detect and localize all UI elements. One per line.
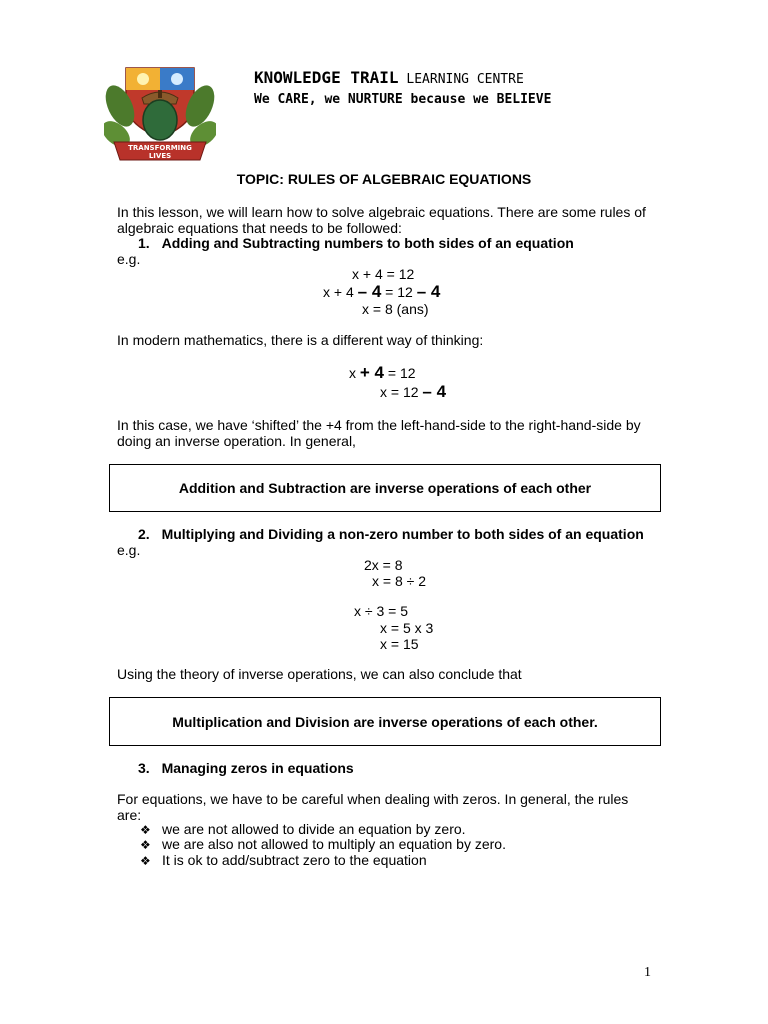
equation-part: + 4: [359, 363, 384, 382]
page-title: TOPIC: RULES OF ALGEBRAIC EQUATIONS: [236, 171, 532, 187]
header-title-main: KNOWLEDGE TRAIL: [254, 68, 399, 87]
list-item: [140, 836, 506, 852]
rule-box-multiplication: Multiplication and Division are inverse operations of each other.: [109, 697, 661, 746]
section-3-heading: [138, 760, 354, 776]
equation-part: = 12: [384, 365, 416, 381]
section-3-paragraph: For equations, we have to be careful when dealing with zeros. In general, the rules are:: [117, 791, 629, 823]
equation: [349, 363, 416, 383]
section-1-heading: [138, 235, 574, 251]
shift-paragraph: In this case, we have ‘shifted’ the +4 from the left-hand-side to the right-hand-side by doing an inverse operation. In general,: [117, 417, 641, 449]
equation-part: x + 4: [323, 284, 358, 300]
header-title-sub: LEARNING CENTRE: [406, 72, 524, 87]
theory-paragraph: Using the theory of inverse operations, we can also conclude that: [117, 666, 522, 682]
equation: x = 8 ÷ 2: [372, 573, 426, 589]
equation: x = 15: [380, 636, 419, 652]
equation-part: x: [349, 365, 360, 381]
equation: x = 8 (ans): [362, 301, 429, 317]
equation: 2x = 8: [364, 557, 403, 573]
modern-paragraph: In modern mathematics, there is a different way of thinking:: [117, 332, 484, 348]
section-2-eg: e.g.: [117, 542, 141, 558]
list-item: [140, 821, 466, 837]
equation: [323, 282, 440, 302]
equation: x = 5 x 3: [380, 620, 434, 636]
list-item: [140, 852, 427, 868]
equation: [380, 382, 446, 402]
section-3-title: Managing zeros in equations: [161, 760, 354, 776]
section-2-title: Multiplying and Dividing a non-zero number to both sides of an equation: [161, 526, 644, 542]
section-1-number: 1.: [138, 235, 150, 251]
section-2-number: 2.: [138, 526, 150, 542]
section-1-title: Adding and Subtracting numbers to both sides of an equation: [161, 235, 574, 251]
header-tagline: We CARE, we NURTURE because we BELIEVE: [254, 92, 552, 107]
section-1-eg: e.g.: [117, 251, 141, 267]
intro-paragraph: In this lesson, we will learn how to solve algebraic equations. There are some rules of algebraic equations that needs to be followed:: [117, 204, 646, 236]
page-number: 1: [644, 965, 651, 980]
equation: x ÷ 3 = 5: [354, 603, 408, 619]
list-item-text: we are not allowed to divide an equation by zero.: [162, 821, 466, 837]
equation-part: – 4: [416, 282, 441, 301]
bullet-icon: ❖: [140, 823, 151, 837]
list-item-text: we are also not allowed to multiply an equation by zero.: [162, 836, 506, 852]
equation-part: – 4: [357, 282, 382, 301]
equation-part: = 12: [381, 284, 417, 300]
bullet-icon: ❖: [140, 854, 151, 868]
section-2-heading: [138, 526, 644, 542]
list-item-text: It is ok to add/subtract zero to the equation: [162, 852, 427, 868]
logo: [104, 64, 216, 172]
equation-part: – 4: [422, 382, 447, 401]
bullet-icon: ❖: [140, 838, 151, 852]
logo-ribbon-text: TRANSFORMING LIVES: [128, 144, 192, 160]
equation-part: x = 12: [380, 384, 423, 400]
rule-box-addition: Addition and Subtraction are inverse operations of each other: [109, 464, 661, 512]
header-title: [254, 68, 524, 87]
equation: x + 4 = 12: [352, 266, 415, 282]
section-3-number: 3.: [138, 760, 150, 776]
